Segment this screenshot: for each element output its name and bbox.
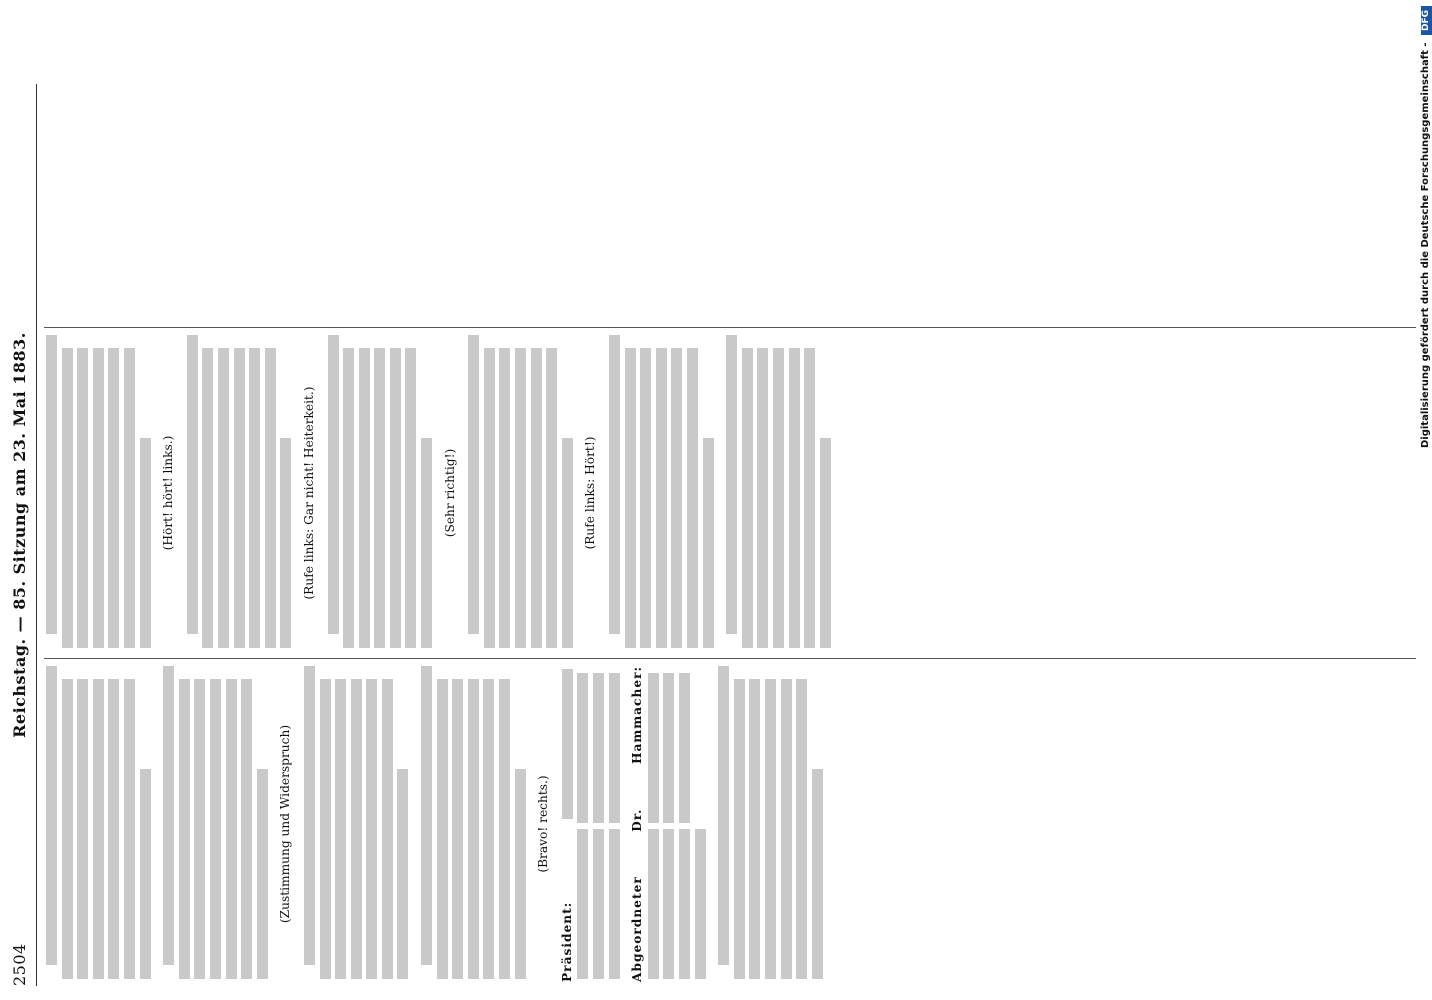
illegible-line [93,348,104,648]
illegible-line [687,348,698,648]
body-paragraph [326,335,435,651]
column-divider [44,327,1416,328]
digitization-credit-text: Digitalisierung gefördert durch die Deutsche Forschungsgemeinschaft - [1420,42,1431,449]
illegible-line [515,769,526,979]
illegible-line [648,829,659,979]
illegible-line [234,348,245,648]
illegible-line [648,673,659,823]
illegible-line [437,679,448,979]
illegible-line [241,679,252,979]
speaker-name: Abgeordneter Dr. Hammacher: [630,666,645,982]
interjection: (Zustimmung und Widerspruch) [278,724,293,924]
illegible-line [577,673,588,823]
body-paragraph [466,335,575,651]
header-rule [36,84,37,986]
illegible-line [671,348,682,648]
illegible-line [382,679,393,979]
interjection: (Rufe links: Gar nicht! Heiterkeit.) [301,386,316,600]
illegible-line [374,348,385,648]
illegible-line [328,335,339,634]
illegible-line [562,669,573,819]
illegible-line [163,666,174,965]
illegible-line [734,679,745,979]
illegible-line [468,335,479,634]
illegible-line [663,829,674,979]
illegible-line [757,348,768,648]
illegible-line [77,348,88,648]
illegible-line [280,438,291,648]
speaker-paragraph [630,666,708,982]
body-paragraph [716,666,825,982]
illegible-line [108,348,119,648]
illegible-line [218,348,229,648]
illegible-line [789,348,800,648]
speaker-name: Präsident: [559,901,574,982]
illegible-line [179,679,190,979]
page-number: 2504 [10,943,29,986]
illegible-line [452,679,463,979]
illegible-line [194,679,205,979]
illegible-line [781,679,792,979]
illegible-line [343,348,354,648]
illegible-line [351,679,362,979]
illegible-line [359,348,370,648]
illegible-line [593,829,604,979]
illegible-line [140,438,151,648]
illegible-line [46,335,57,634]
body-paragraph [161,666,270,982]
dfg-logo: DFG [1421,6,1432,35]
digitization-credit [1420,0,1432,1000]
illegible-line [796,679,807,979]
illegible-line [577,829,588,979]
illegible-line [77,679,88,979]
illegible-line [726,335,737,634]
illegible-line [804,348,815,648]
illegible-line [625,348,636,648]
illegible-line [187,335,198,634]
column-divider [44,658,1416,659]
speech-text [646,670,707,982]
illegible-line [773,348,784,648]
body-paragraph [44,335,153,651]
illegible-line [679,673,690,823]
illegible-line [515,348,526,648]
illegible-line [108,679,119,979]
illegible-line [124,679,135,979]
body-paragraph [607,335,716,651]
page-title: Reichstag. — 85. Sitzung am 23. Mai 1883. [10,332,29,738]
text-column-left [44,666,1416,982]
illegible-line [226,679,237,979]
body-paragraph [302,666,411,982]
illegible-line [663,673,674,823]
illegible-line [531,348,542,648]
illegible-line [742,348,753,648]
illegible-line [62,348,73,648]
illegible-line [695,829,706,979]
illegible-line [484,348,495,648]
text-column-right [44,4,1416,320]
illegible-line [749,679,760,979]
running-header [6,84,34,986]
illegible-line [304,666,315,965]
body-paragraph [44,666,153,982]
interjection: (Hört! hört! links.) [161,435,176,551]
illegible-line [765,679,776,979]
illegible-line [93,679,104,979]
illegible-line [656,348,667,648]
interjection: (Bravo! rechts.) [536,775,551,873]
illegible-line [421,438,432,648]
interjection: (Sehr richtig!) [442,448,457,538]
illegible-line [609,335,620,634]
illegible-line [249,348,260,648]
illegible-line [593,673,604,823]
illegible-line [124,348,135,648]
illegible-line [499,348,510,648]
illegible-line [812,769,823,979]
illegible-line [483,679,494,979]
speaker-paragraph [560,666,622,982]
interjection: (Rufe links: Hört!) [583,436,598,550]
illegible-line [140,769,151,979]
illegible-line [499,679,510,979]
illegible-line [718,666,729,965]
illegible-line [609,829,620,979]
text-column-middle [44,335,1416,651]
illegible-line [320,679,331,979]
illegible-line [265,348,276,648]
illegible-line [202,348,213,648]
illegible-line [421,666,432,965]
illegible-line [366,679,377,979]
body-paragraph [419,666,528,982]
illegible-line [609,673,620,823]
illegible-line [397,769,408,979]
illegible-line [335,679,346,979]
illegible-line [820,438,831,648]
body-paragraph [724,335,833,651]
illegible-line [640,348,651,648]
illegible-line [257,769,268,979]
illegible-line [62,679,73,979]
illegible-line [46,666,57,965]
body-paragraph [185,335,294,651]
illegible-line [679,829,690,979]
illegible-line [546,348,557,648]
illegible-line [210,679,221,979]
illegible-line [468,679,479,979]
illegible-line [390,348,401,648]
illegible-line [562,438,573,648]
illegible-line [703,438,714,648]
illegible-line [405,348,416,648]
